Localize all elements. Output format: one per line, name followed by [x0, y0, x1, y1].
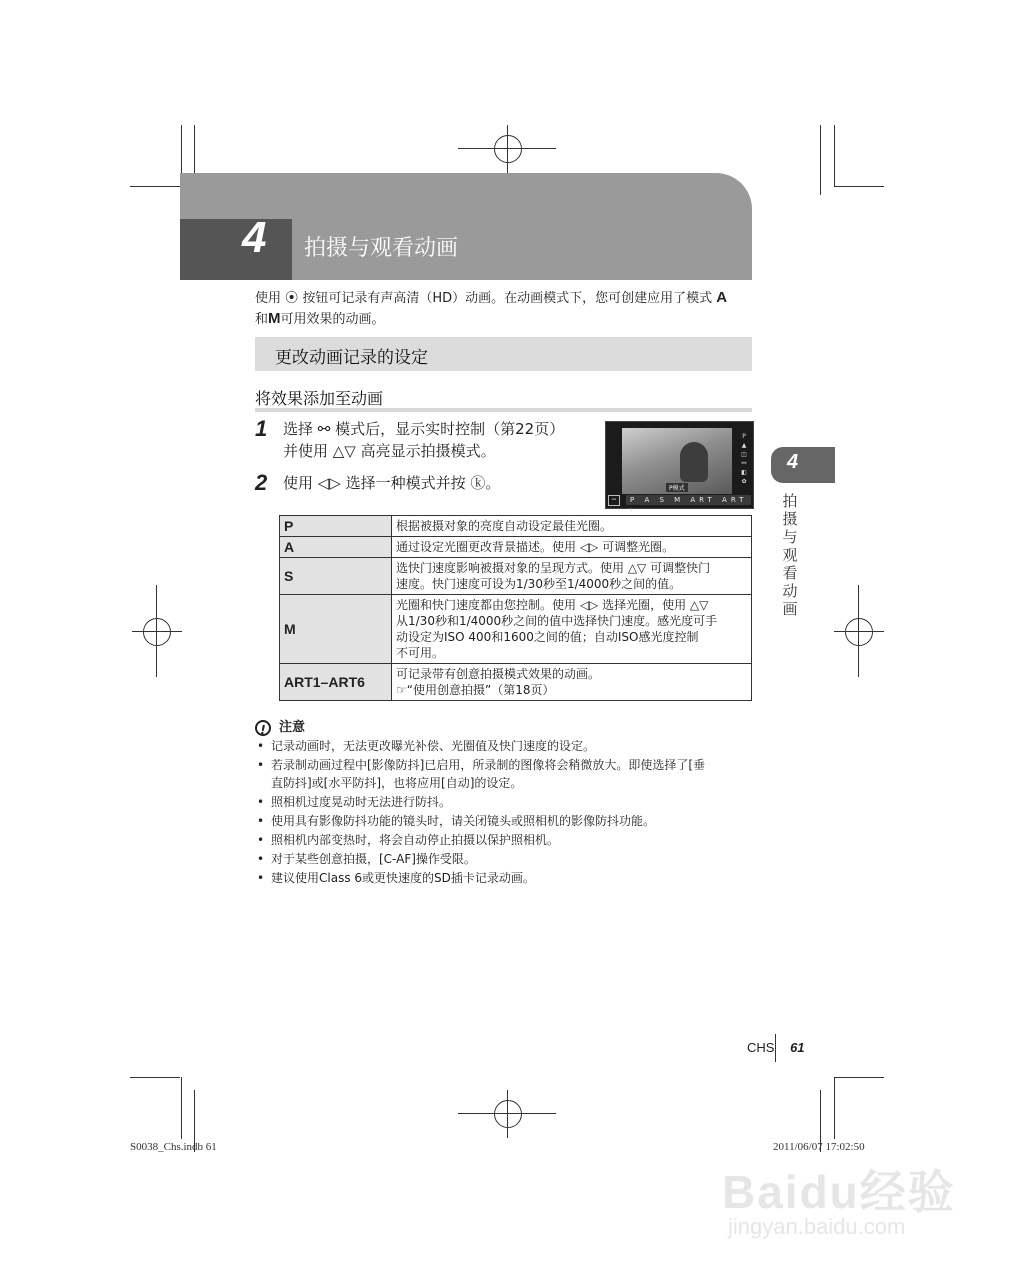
list-item: • 记录动画时，无法更改曝光补偿、光圈值及快门速度的设定。 [255, 737, 755, 755]
footer-divider [775, 1034, 776, 1062]
live-control-side-icons [738, 432, 750, 486]
description-line: 从1/30秒和1/4000秒之间的值中选择快门速度。感光度可手 [396, 614, 718, 628]
chapter-number-block [180, 219, 292, 280]
crop-mark [834, 1077, 835, 1139]
step-text: 选择 ⚯ 模式后，显示实时控制（第22页） [283, 420, 565, 438]
intro-paragraph [255, 288, 755, 330]
subsection-heading [255, 386, 752, 412]
mode-m-label: M [268, 310, 281, 327]
registration-circle [494, 1100, 522, 1128]
crop-mark [834, 1077, 884, 1078]
subsection-title: 将效果添加至动画 [255, 389, 384, 408]
table-row [280, 537, 752, 558]
mode-cell: ART1–ART6 [280, 664, 392, 701]
side-icon: P [742, 433, 746, 440]
description-line: 速度。快门速度可设为1/30秒至1/4000秒之间的值。 [396, 577, 682, 591]
table-row [280, 664, 752, 701]
list-item [255, 756, 755, 792]
camera-live-view-illustration [605, 421, 754, 514]
side-title-char: 拍 [782, 492, 798, 510]
side-title-char: 观 [782, 546, 798, 564]
list-item: • 建议使用Class 6或更快速度的SD插卡记录动画。 [255, 869, 755, 887]
side-title-char: 画 [782, 600, 798, 618]
list-item: • 对于某些创意拍摄，[C-AF]操作受限。 [255, 850, 755, 868]
mode-cell: S [280, 558, 392, 595]
side-icon: ▲ [741, 442, 747, 449]
mode-cell: P [280, 516, 392, 537]
step-text: 使用 ◁▷ 选择一种模式并按 ⓚ。 [283, 474, 501, 492]
intro-text: 和 [255, 312, 269, 327]
side-tab-title [780, 492, 800, 618]
mode-a-label: A [716, 289, 728, 306]
intro-text: 按钮可记录有声高清（HD）动画。在动画模式下，您可创建应用了模式 [302, 291, 713, 306]
watermark-logo: Baidu经验 [722, 1166, 956, 1218]
crop-mark [834, 125, 835, 187]
print-file-info: S0038_Chs.indb 61 [130, 1141, 217, 1153]
description-line: 动设定为ISO 400和1600之间的值；自动ISO感光度控制 [396, 630, 699, 644]
table-row [280, 558, 752, 595]
side-icon: ◫ [741, 451, 747, 458]
chapter-side-tab [771, 447, 835, 483]
side-title-char: 摄 [782, 510, 798, 528]
list-item: • 使用具有影像防抖功能的镜头时，请关闭镜头或照相机的影像防抖功能。 [255, 812, 755, 830]
notes-list [255, 737, 755, 888]
description-cell [392, 537, 752, 558]
notes-title: 注意 [279, 720, 306, 735]
section-title: 更改动画记录的设定 [275, 348, 428, 368]
chapter-header [180, 173, 752, 280]
step-number: 2 [255, 470, 268, 495]
crop-mark [132, 631, 182, 632]
list-item: • 照相机过度晃动时无法进行防抖。 [255, 793, 755, 811]
notes-heading [255, 716, 305, 736]
mode-cell: A [280, 537, 392, 558]
language-code: CHS [747, 1040, 775, 1055]
photo-subject [680, 442, 708, 482]
side-title-char: 与 [782, 528, 798, 546]
crop-mark [834, 631, 884, 632]
registration-circle [494, 135, 522, 163]
description-cell [392, 664, 752, 701]
caution-icon: ! [255, 720, 271, 736]
mode-table [279, 515, 752, 701]
crop-mark [458, 148, 556, 149]
crop-mark [130, 186, 180, 187]
watermark-url: jingyan.baidu.com [728, 1214, 906, 1239]
side-icon: ◧ [741, 469, 747, 476]
registration-circle [845, 618, 873, 646]
description-line: 选快门速度影响被摄对象的呈现方式。使用 △▽ 可调整快门 [396, 561, 711, 575]
chapter-number: 4 [242, 213, 267, 262]
list-item-text: 若录制动画过程中[影像防抖]已启用，所录制的图像将会稍微放大。即使选择了[垂 [271, 758, 706, 772]
table-row [280, 595, 752, 664]
list-item: • 照相机内部变热时，将会自动停止拍摄以保护照相机。 [255, 831, 755, 849]
crop-mark [507, 125, 508, 173]
intro-text: 可用效果的动画。 [280, 312, 385, 327]
mode-selector-bar: P A S M ART ART ▸ [626, 495, 751, 505]
crop-mark [820, 125, 821, 195]
mode-label: P模式 [666, 483, 688, 492]
crop-mark [834, 186, 884, 187]
step-text: 并使用 △▽ 高亮显示拍摄模式。 [283, 442, 496, 460]
side-icon: ✿ [741, 478, 747, 485]
description-line: 可记录带有创意拍摄模式效果的动画。 [396, 667, 601, 681]
page-number: 61 [790, 1040, 805, 1055]
description-line: 根据被摄对象的亮度自动设定最佳光圈。 [396, 519, 613, 533]
description-line: 不可用。 [396, 646, 445, 660]
description-cell [392, 516, 752, 537]
side-title-char: 看 [782, 564, 798, 582]
crop-mark [507, 1090, 508, 1138]
intro-text: 使用 [255, 291, 282, 306]
step-number: 1 [255, 416, 268, 441]
list-item-text: 直防抖]或[水平防抖]，也将应用[自动]的设定。 [271, 776, 523, 790]
table-row [280, 516, 752, 537]
side-title-char: 动 [782, 582, 798, 600]
print-timestamp: 2011/06/07 17:02:50 [773, 1141, 865, 1153]
registration-circle [143, 618, 171, 646]
description-line: 通过设定光圈更改背景描述。使用 ◁▷ 可调整光圈。 [396, 540, 675, 554]
description-line: 光圈和快门速度都由您控制。使用 ◁▷ 选择光圈，使用 △▽ [396, 598, 709, 612]
side-icon: ⚯ [741, 460, 747, 467]
crop-mark [130, 1077, 180, 1078]
side-tab-number: 4 [787, 451, 799, 473]
chapter-title: 拍摄与观看动画 [304, 236, 459, 261]
crop-mark [181, 1077, 182, 1139]
section-heading [255, 337, 752, 371]
crop-mark [458, 1113, 556, 1114]
description-line: ☞“使用创意拍摄”（第18页） [396, 683, 555, 697]
movie-mode-icon: ⚯ [608, 495, 620, 506]
description-cell [392, 558, 752, 595]
description-cell [392, 595, 752, 664]
record-button-icon: ⦿ [285, 291, 299, 306]
mode-cell: M [280, 595, 392, 664]
